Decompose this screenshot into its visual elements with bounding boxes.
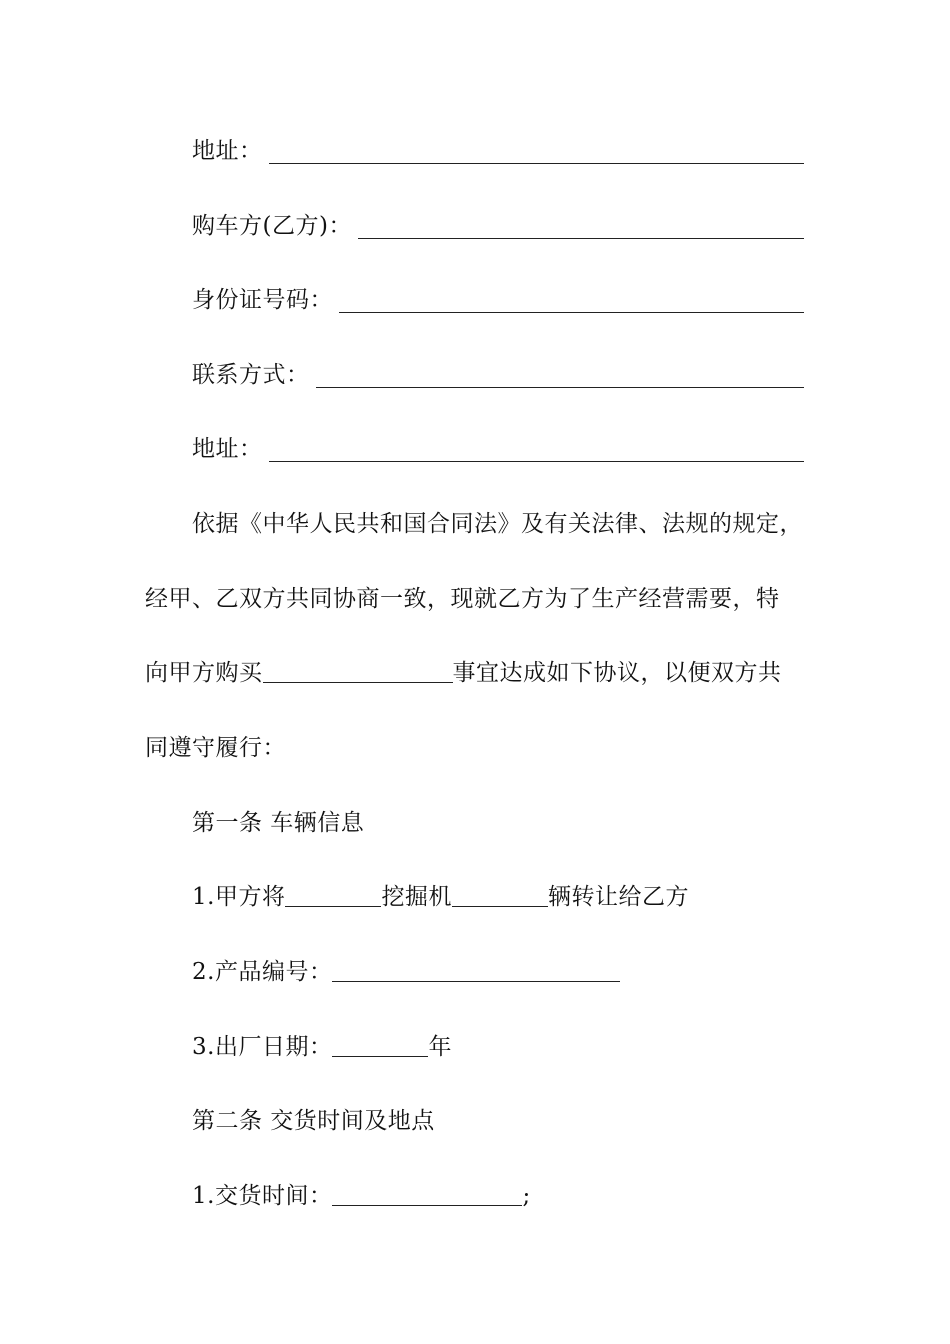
article-1-item-1-pre: 1.甲方将 [192,884,286,910]
manufacture-year-blank [332,1034,428,1057]
article-1-item-1-post: 辆转让给乙方 [547,884,689,910]
article-1-item-1-mid: 挖掘机 [381,884,452,910]
preamble-line-3-pre: 向甲方购买 [145,660,263,686]
manufacture-date-label: 3.出厂日期： [192,1034,333,1060]
delivery-time-suffix: ; [522,1183,531,1209]
buyer-row [192,211,804,241]
preamble-line-3 [145,658,825,688]
delivery-time-blank [332,1183,522,1206]
contact-blank [316,365,805,388]
article-2-item-1 [192,1181,531,1211]
article-1-item-1 [192,882,689,912]
delivery-time-label: 1.交货时间： [192,1183,333,1209]
party-a-address-blank [269,141,805,164]
id-number-row [192,285,804,315]
excavator-model-blank [285,884,381,907]
party-a-address-row [192,136,804,166]
preamble-line-1: 依据《中华人民共和国合同法》及有关法律、法规的规定， [192,511,803,537]
contact-label: 联系方式： [192,362,310,388]
preamble-line-2: 经甲、乙双方共同协商一致，现就乙方为了生产经营需要，特 [145,586,780,612]
product-number-blank [332,959,620,982]
preamble-line-4: 同遵守履行： [145,735,286,761]
buyer-blank [358,216,804,239]
article-1-item-3 [192,1032,452,1062]
manufacture-year-suffix: 年 [428,1034,452,1060]
excavator-count-blank [452,884,548,907]
party-b-address-row [192,434,804,464]
id-number-blank [339,290,804,313]
product-number-label: 2.产品编号： [192,959,333,985]
party-a-address-label: 地址： [192,138,263,164]
contact-row [192,360,804,390]
party-b-address-blank [269,439,805,462]
preamble-line-3-post: 事宜达成如下协议，以便双方共 [452,660,782,686]
purchase-item-blank [263,660,453,683]
id-number-label: 身份证号码： [192,287,333,313]
article-1-item-2 [192,957,620,987]
buyer-label: 购车方(乙方)： [192,213,352,239]
article-1-title: 第一条 车辆信息 [192,810,365,836]
article-2-title: 第二条 交货时间及地点 [192,1108,435,1134]
party-b-address-label: 地址： [192,436,263,462]
